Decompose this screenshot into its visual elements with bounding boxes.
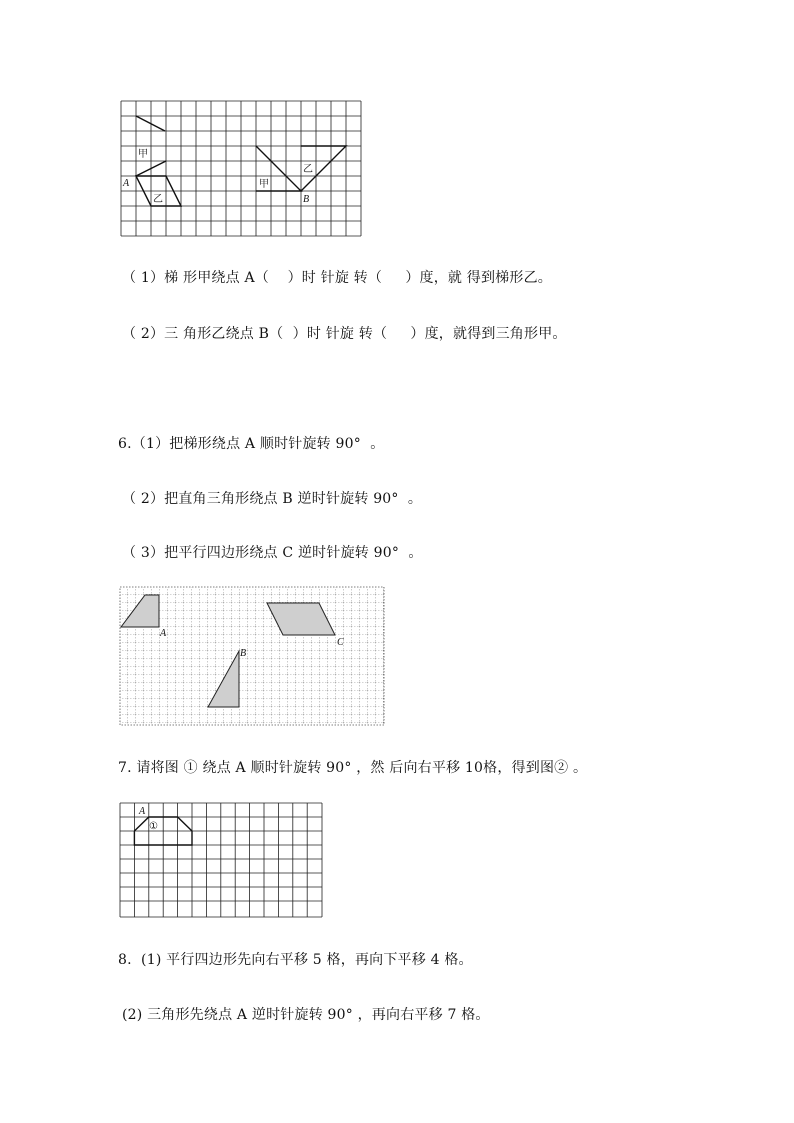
q5-line-1: （ 1）梯 形甲绕点 A（ ）时 针旋 转（ ）度，就 得到梯形乙。 (122, 270, 552, 286)
q6-dotted-grid-figure (119, 586, 385, 726)
label-yi-2: 乙 (303, 164, 313, 175)
q5-grid-figure (120, 100, 362, 238)
label-jia: 甲 (138, 149, 148, 160)
q6-point-b-label: B (240, 648, 247, 659)
point-a-label: A (123, 178, 130, 189)
q6-point-a-label: A (160, 628, 167, 639)
q7-shape-label: ① (149, 821, 158, 832)
label-jia-2: 甲 (259, 179, 269, 190)
q7-line-1: 7. 请将图 ① 绕点 A 顺时针旋转 90° ，然 后向右平移 10格，得到图② 。 (118, 760, 588, 776)
q5-line-2: （ 2）三 角形乙绕点 B（ ）时 针旋 转（ ）度，就得到三角形甲。 (122, 326, 567, 342)
q7-point-a-label: A (139, 806, 146, 817)
q6-point-c-label: C (337, 637, 344, 648)
q8-line-2: (2) 三角形先绕点 A 逆时针旋转 90° ，再向右平移 7 格。 (122, 1007, 490, 1023)
q6-line-1: 6.（1）把梯形绕点 A 顺时针旋转 90° 。 (118, 436, 385, 452)
label-yi: 乙 (153, 194, 163, 205)
q7-grid-figure (119, 802, 323, 918)
point-b-label: B (303, 194, 310, 205)
q6-line-3: （ 3）把平行四边形绕点 C 逆时针旋转 90° 。 (122, 545, 423, 561)
q6-line-2: （ 2）把直角三角形绕点 B 逆时针旋转 90° 。 (122, 491, 423, 507)
q8-line-1: 8. (1) 平行四边形先向右平移 5 格，再向下平移 4 格。 (118, 952, 473, 968)
trapezoid-jia (136, 116, 165, 131)
